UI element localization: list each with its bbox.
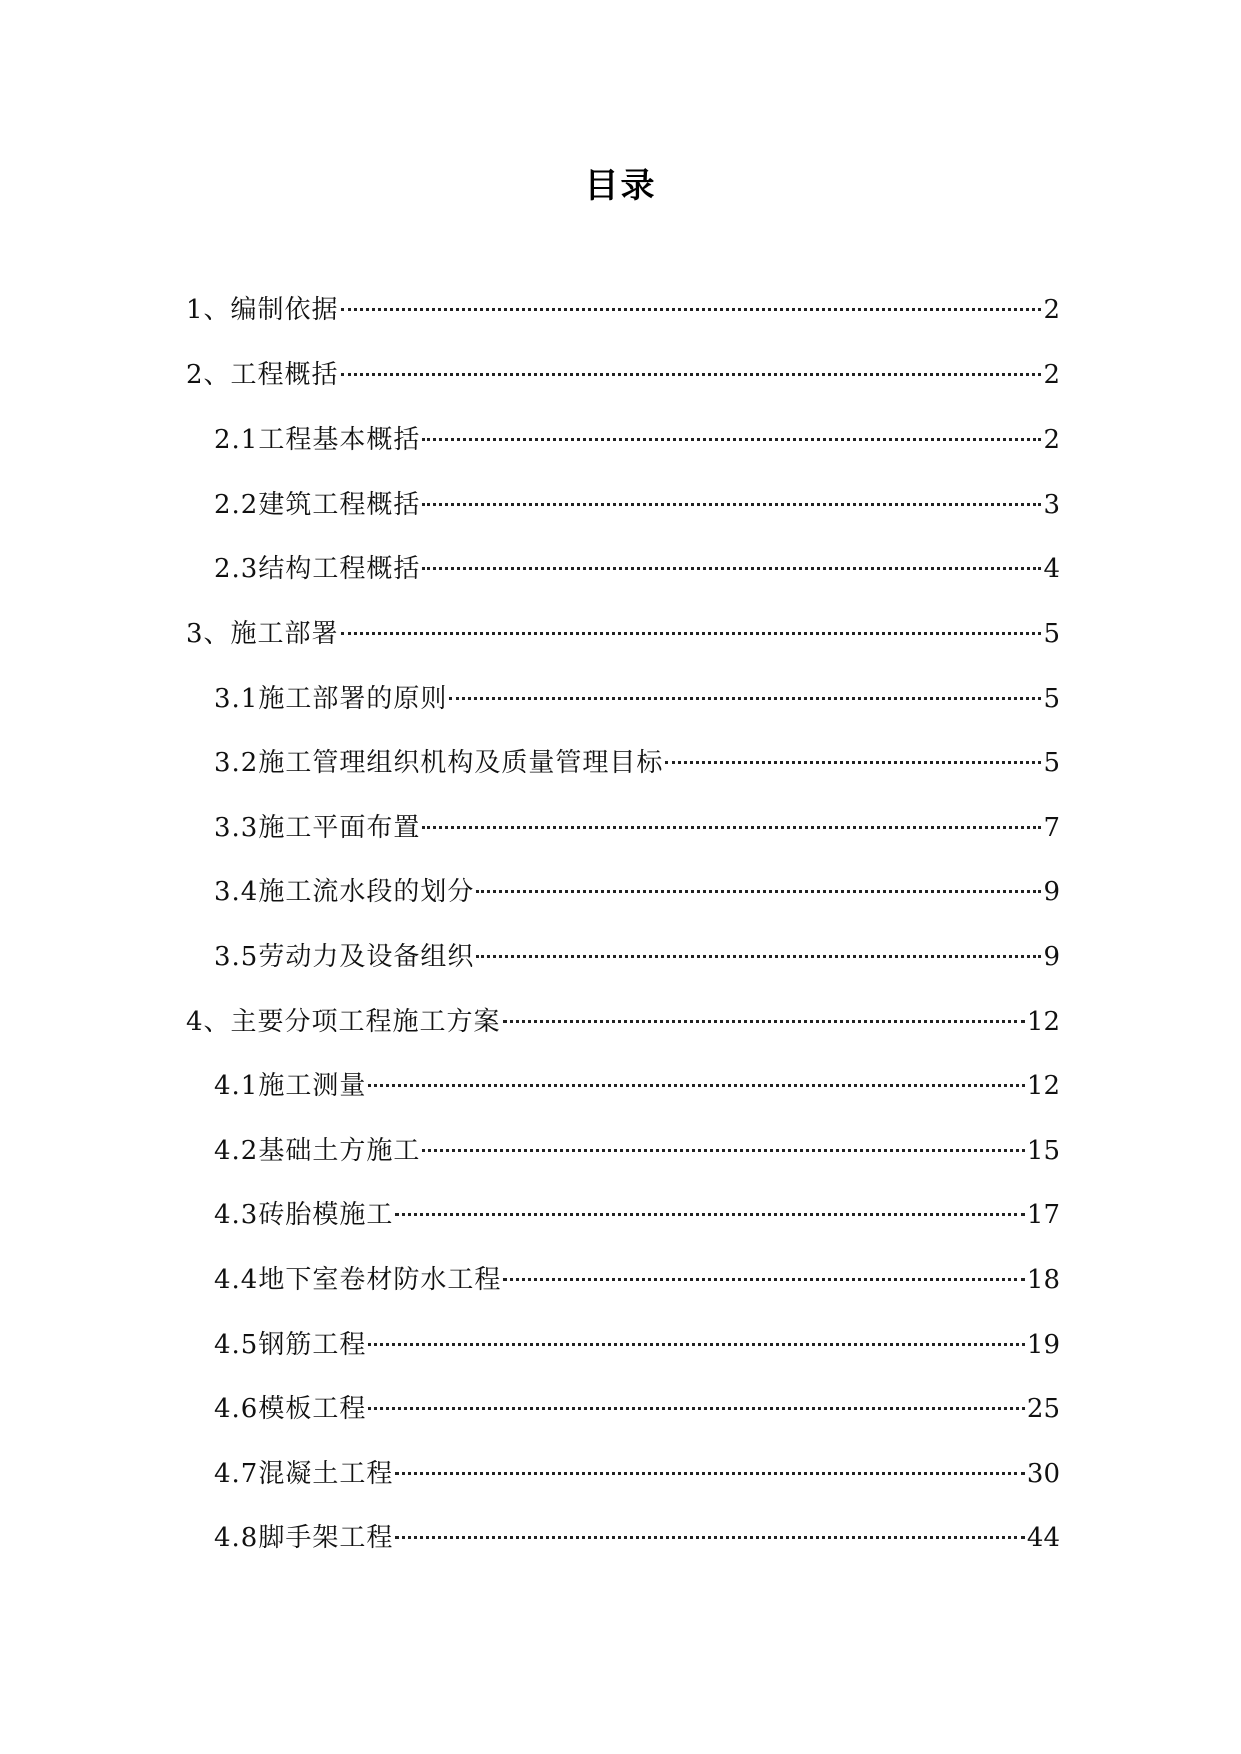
toc-entry[interactable] (214, 679, 1060, 719)
toc-entry[interactable] (214, 1518, 1060, 1558)
toc-entry[interactable] (214, 420, 1060, 460)
toc-entry[interactable] (214, 808, 1060, 848)
toc-dot-leader (476, 955, 1041, 958)
toc-entry-label: 3.5劳动力及设备组织 (214, 942, 475, 972)
toc-entry-label: 4.8脚手架工程 (214, 1523, 394, 1553)
toc-dot-leader (422, 567, 1041, 570)
toc-dot-leader (422, 438, 1041, 441)
toc-entry[interactable] (214, 549, 1060, 589)
toc-entry-label: 4.7混凝土工程 (214, 1459, 394, 1489)
toc-dot-leader (422, 503, 1041, 506)
toc-page-number: 5 (1043, 748, 1060, 778)
toc-entry[interactable] (214, 1131, 1060, 1171)
toc-entry[interactable] (186, 614, 1060, 654)
toc-dot-leader (503, 1278, 1025, 1281)
toc-dot-leader (449, 697, 1041, 700)
toc-entry[interactable] (214, 872, 1060, 912)
toc-entry[interactable] (214, 1454, 1060, 1494)
toc-page-number: 19 (1026, 1330, 1060, 1360)
toc-page-number: 12 (1026, 1007, 1060, 1037)
toc-dot-leader (395, 1472, 1025, 1475)
toc-page-number: 5 (1043, 684, 1060, 714)
toc-entry-label: 3.2施工管理组织机构及质量管理目标 (214, 748, 664, 778)
toc-page-number: 30 (1026, 1459, 1060, 1489)
toc-entry-label: 4.3砖胎模施工 (214, 1200, 394, 1230)
toc-entry[interactable] (186, 290, 1060, 330)
toc-page-number: 9 (1043, 877, 1060, 907)
toc-entry[interactable] (186, 1002, 1060, 1042)
toc-dot-leader (341, 373, 1042, 376)
toc-page-number: 17 (1026, 1200, 1060, 1230)
toc-entry-label: 4.6模板工程 (214, 1394, 367, 1424)
toc-dot-leader (665, 761, 1041, 764)
toc-page-number: 7 (1043, 813, 1060, 843)
toc-entry-label: 1、编制依据 (186, 295, 339, 325)
toc-entry[interactable] (214, 485, 1060, 525)
toc-entry-label: 4.5钢筋工程 (214, 1330, 367, 1360)
toc-entry-label: 2.1工程基本概括 (214, 425, 421, 455)
toc-entry-label: 2、工程概括 (186, 360, 339, 390)
toc-entry[interactable] (214, 1389, 1060, 1429)
toc-entry[interactable] (214, 1325, 1060, 1365)
toc-entry-label: 3、施工部署 (186, 619, 339, 649)
toc-entry[interactable] (214, 1066, 1060, 1106)
toc-page-number: 2 (1043, 360, 1060, 390)
toc-page-number: 9 (1043, 942, 1060, 972)
toc-entry[interactable] (214, 743, 1060, 783)
toc-entry[interactable] (214, 1195, 1060, 1235)
toc-entry-label: 3.4施工流水段的划分 (214, 877, 475, 907)
toc-page-number: 44 (1026, 1523, 1060, 1553)
toc-entry[interactable] (186, 355, 1060, 395)
toc-entry-label: 3.3施工平面布置 (214, 813, 421, 843)
toc-entry[interactable] (214, 937, 1060, 977)
toc-dot-leader (368, 1343, 1025, 1346)
toc-page-number: 4 (1043, 554, 1060, 584)
toc-entry-label: 4.2基础土方施工 (214, 1136, 421, 1166)
toc-dot-leader (368, 1407, 1025, 1410)
toc-entry-label: 4.1施工测量 (214, 1071, 367, 1101)
toc-title: 目录 (584, 166, 657, 206)
toc-page-number: 2 (1043, 295, 1060, 325)
toc-page-number: 5 (1043, 619, 1060, 649)
toc-dot-leader (341, 308, 1042, 311)
toc-page-number: 25 (1026, 1394, 1060, 1424)
toc-dot-leader (503, 1020, 1025, 1023)
toc-dot-leader (422, 1149, 1025, 1152)
toc-page-number: 12 (1026, 1071, 1060, 1101)
toc-dot-leader (422, 826, 1041, 829)
toc-entry-label: 4、主要分项工程施工方案 (186, 1007, 501, 1037)
toc-entry-label: 4.4地下室卷材防水工程 (214, 1265, 502, 1295)
toc-page-number: 2 (1043, 425, 1060, 455)
toc-entry-label: 3.1施工部署的原则 (214, 684, 448, 714)
toc-entry-label: 2.2建筑工程概括 (214, 490, 421, 520)
toc-page-number: 15 (1026, 1136, 1060, 1166)
toc-page-number: 18 (1026, 1265, 1060, 1295)
toc-entry-label: 2.3结构工程概括 (214, 554, 421, 584)
toc-entry[interactable] (214, 1260, 1060, 1300)
toc-dot-leader (341, 632, 1042, 635)
toc-dot-leader (395, 1213, 1025, 1216)
toc-dot-leader (476, 890, 1041, 893)
toc-dot-leader (368, 1084, 1025, 1087)
toc-page-number: 3 (1043, 490, 1060, 520)
toc-dot-leader (395, 1536, 1025, 1539)
